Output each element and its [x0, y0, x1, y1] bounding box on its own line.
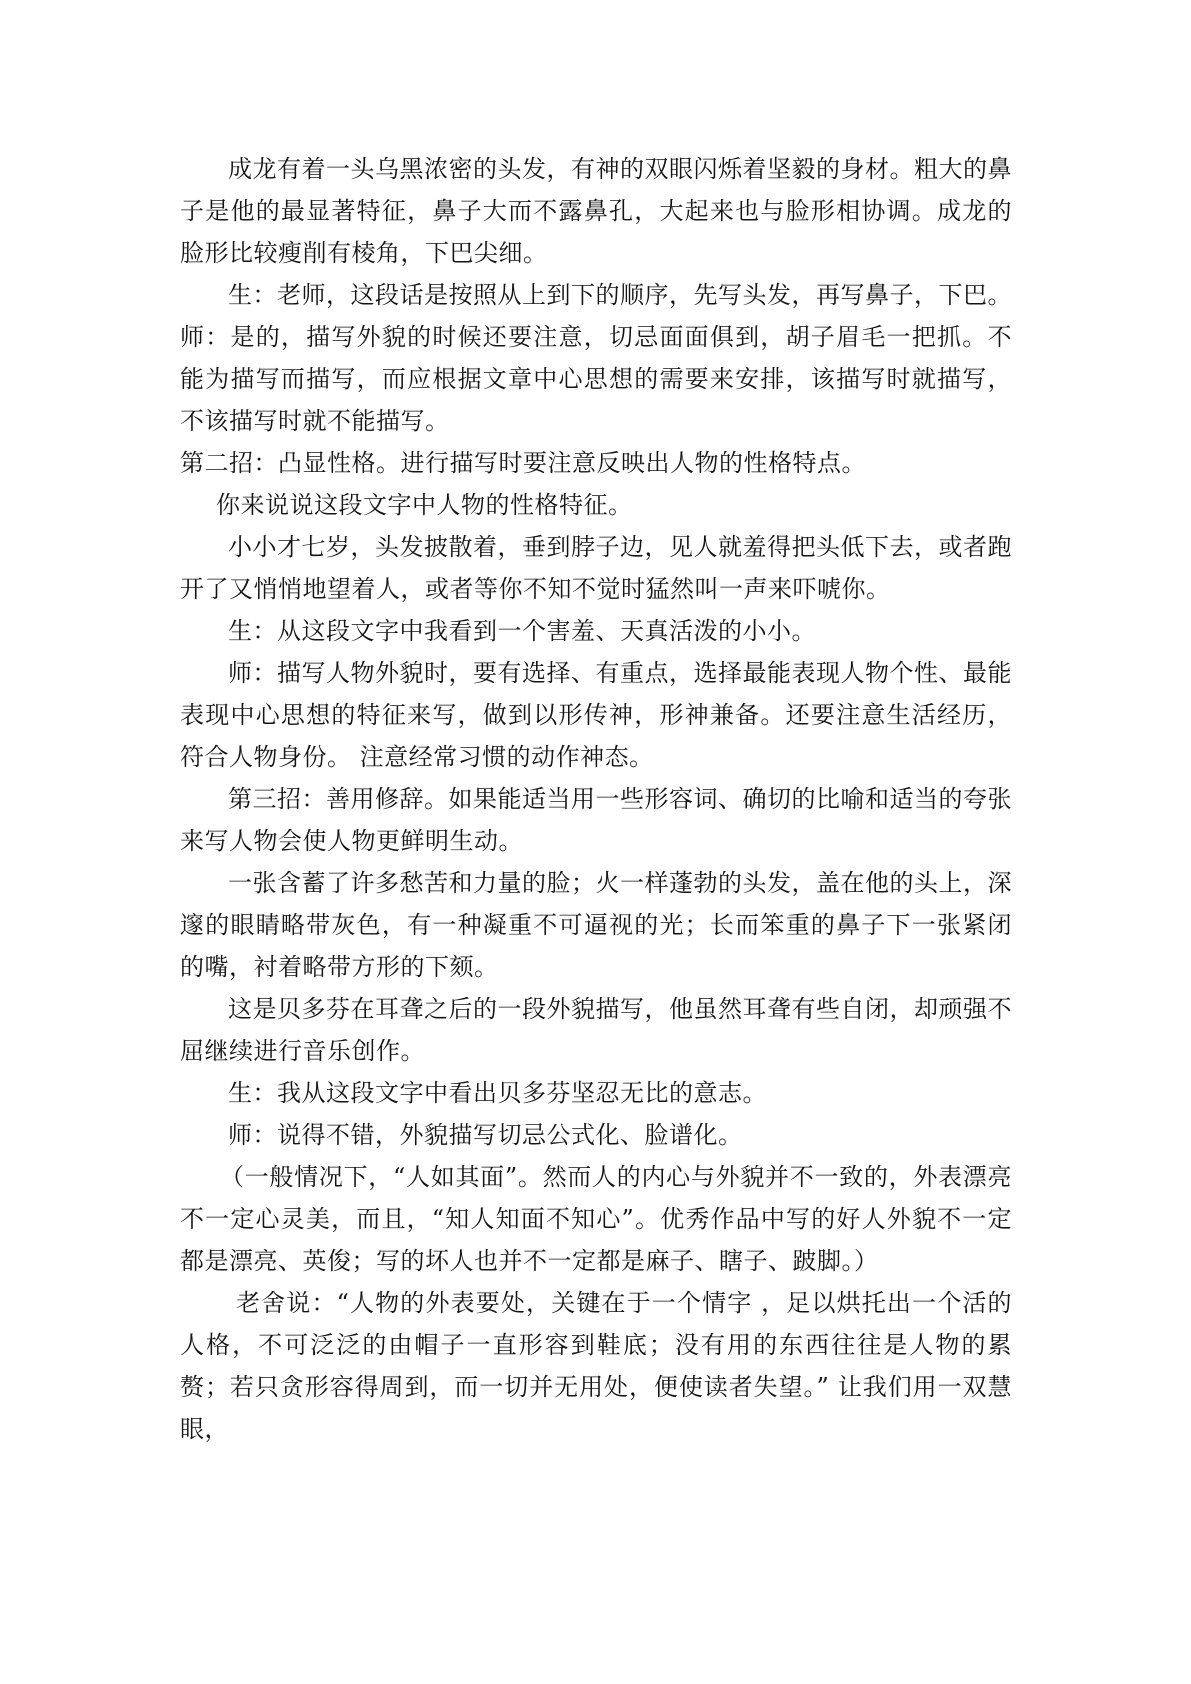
- paragraph-student-reply-3: 生：我从这段文字中看出贝多芬坚忍无比的意志。: [228, 1079, 767, 1107]
- paragraph-beethoven-description: 一张含蓄了许多愁苦和力量的脸；火一样蓬勃的头发，盖在他的头上，深邃的眼睛略带灰色，有一种凝重不可逼视的光；长而笨重的鼻子下一张紧闭的嘴，衬着略带方形的下颏。: [180, 869, 1012, 981]
- paragraph-student-reply-2: 生：从这段文字中我看到一个害羞、天真活泼的小小。: [228, 617, 816, 645]
- paragraph-xiaoxiao-description: 小小才七岁，头发披散着，垂到脖子边，见人就羞得把头低下去，或者跑开了又悄悄地望着人，或者等你不知不觉时猛然叫一声来吓唬你。: [180, 533, 1012, 603]
- paragraph-teacher-reply-2: 师：描写人物外貌时，要有选择、有重点，选择最能表现人物个性、最能表现中心思想的特征来写，做到以形传神，形神兼备。还要注意生活经历，符合人物身份。 注意经常习惯的动作神态。: [180, 659, 1012, 771]
- paragraph-beethoven-context: 这是贝多芬在耳聋之后的一段外貌描写，他虽然耳聋有些自闭，却顽强不屈继续进行音乐创作。: [180, 995, 1012, 1065]
- document-body: [180, 148, 1012, 1450]
- paragraph-jackie-chan-description: 成龙有着一头乌黑浓密的头发，有神的双眼闪烁着坚毅的身材。粗大的鼻子是他的最显著特征，鼻子大而不露鼻孔，大起来也与脸形相协调。成龙的脸形比较瘦削有棱角，下巴尖细。: [180, 155, 1012, 267]
- paragraph-prompt: 你来说说这段文字中人物的性格特征。: [216, 491, 633, 519]
- paragraph-teacher-reply-1: 师：是的，描写外貌的时候还要注意，切忌面面俱到，胡子眉毛一把抓。不能为描写而描写，而应根据文章中心思想的需要来安排，该描写时就描写，不该描写时就不能描写。: [180, 323, 1012, 435]
- paragraph-tip-two-heading: 第二招：凸显性格。进行描写时要注意反映出人物的性格特点。: [180, 449, 866, 477]
- paragraph-teacher-reply-3: 师：说得不错，外貌描写切忌公式化、脸谱化。: [228, 1121, 743, 1149]
- paragraph-student-reply-1: 生：老师，这段话是按照从上到下的顺序，先写头发，再写鼻子，下巴。: [228, 281, 1012, 309]
- paragraph-tip-three-heading: 第三招：善用修辞。如果能适当用一些形容词、确切的比喻和适当的夸张来写人物会使人物更鲜明生动。: [180, 785, 1012, 855]
- paragraph-lao-she-quote: 老舍说：“人物的外表要处，关键在于一个情字 ，足以烘托出一个活的人格，不可泛泛的由帽子一直形容到鞋底；没有用的东西往往是人物的累赘；若只贪形容得周到，而一切并无用处，便使读者失望。” 让我们用一双慧眼，: [180, 1289, 1012, 1443]
- paragraph-parenthetical-note: （一般情况下，“人如其面”。然而人的内心与外貌并不一致的，外表漂亮不一定心灵美，而且，“知人知面不知心”。优秀作品中写的好人外貌不一定都是漂亮、英俊；写的坏人也并不一定都是麻子、瞎子、跛脚。）: [180, 1163, 1012, 1275]
